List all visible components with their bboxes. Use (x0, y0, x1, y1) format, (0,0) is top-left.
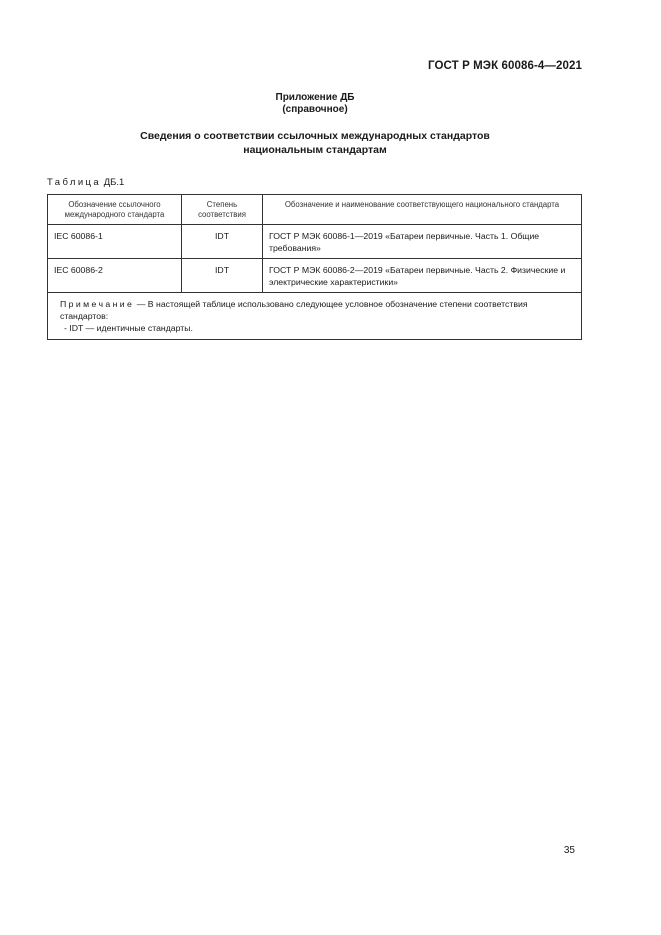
section-title-line1: Сведения о соответствии ссылочных международных стандартов (140, 130, 490, 142)
standard-code: ГОСТ Р МЭК 60086-4—2021 (428, 60, 582, 72)
table-note (48, 293, 582, 340)
annex-title-line: Приложение ДБ (275, 92, 355, 103)
table-caption-number: ДБ.1 (103, 177, 125, 188)
cell-national-standard: ГОСТ Р МЭК 60086-2—2019 «Батареи первичные. Часть 2. Физические и электрические характеристики» (263, 259, 582, 293)
section-title-line2: национальным стандартам (243, 144, 387, 156)
note-item: - IDT — идентичные стандарты. (64, 323, 193, 333)
header-national-standard: Обозначение и наименование соответствующего национального стандарта (263, 195, 582, 225)
header-international-standard: Обозначение ссылочного международного стандарта (48, 195, 182, 225)
note-label: Примечание (60, 299, 135, 309)
cell-international-standard: IEC 60086-2 (48, 259, 182, 293)
header-degree: Степень соответствия (182, 195, 263, 225)
table-note-row (48, 293, 582, 340)
annex-title (0, 92, 630, 116)
table-header-row (48, 195, 582, 225)
note-text: — В настоящей таблице использовано следующее условное обозначение степени соответствия стандартов: (60, 299, 528, 321)
table-row (48, 225, 582, 259)
cell-international-standard: IEC 60086-1 (48, 225, 182, 259)
correspondence-table (47, 194, 582, 340)
cell-degree: IDT (182, 225, 263, 259)
table-caption (47, 177, 124, 188)
annex-subtitle-line: (справочное) (282, 104, 348, 115)
page-number: 35 (563, 845, 575, 856)
cell-degree: IDT (182, 259, 263, 293)
table-caption-word: Таблица (47, 177, 102, 188)
cell-national-standard: ГОСТ Р МЭК 60086-1—2019 «Батареи первичные. Часть 1. Общие требования» (263, 225, 582, 259)
table-row (48, 259, 582, 293)
section-title (0, 129, 630, 157)
